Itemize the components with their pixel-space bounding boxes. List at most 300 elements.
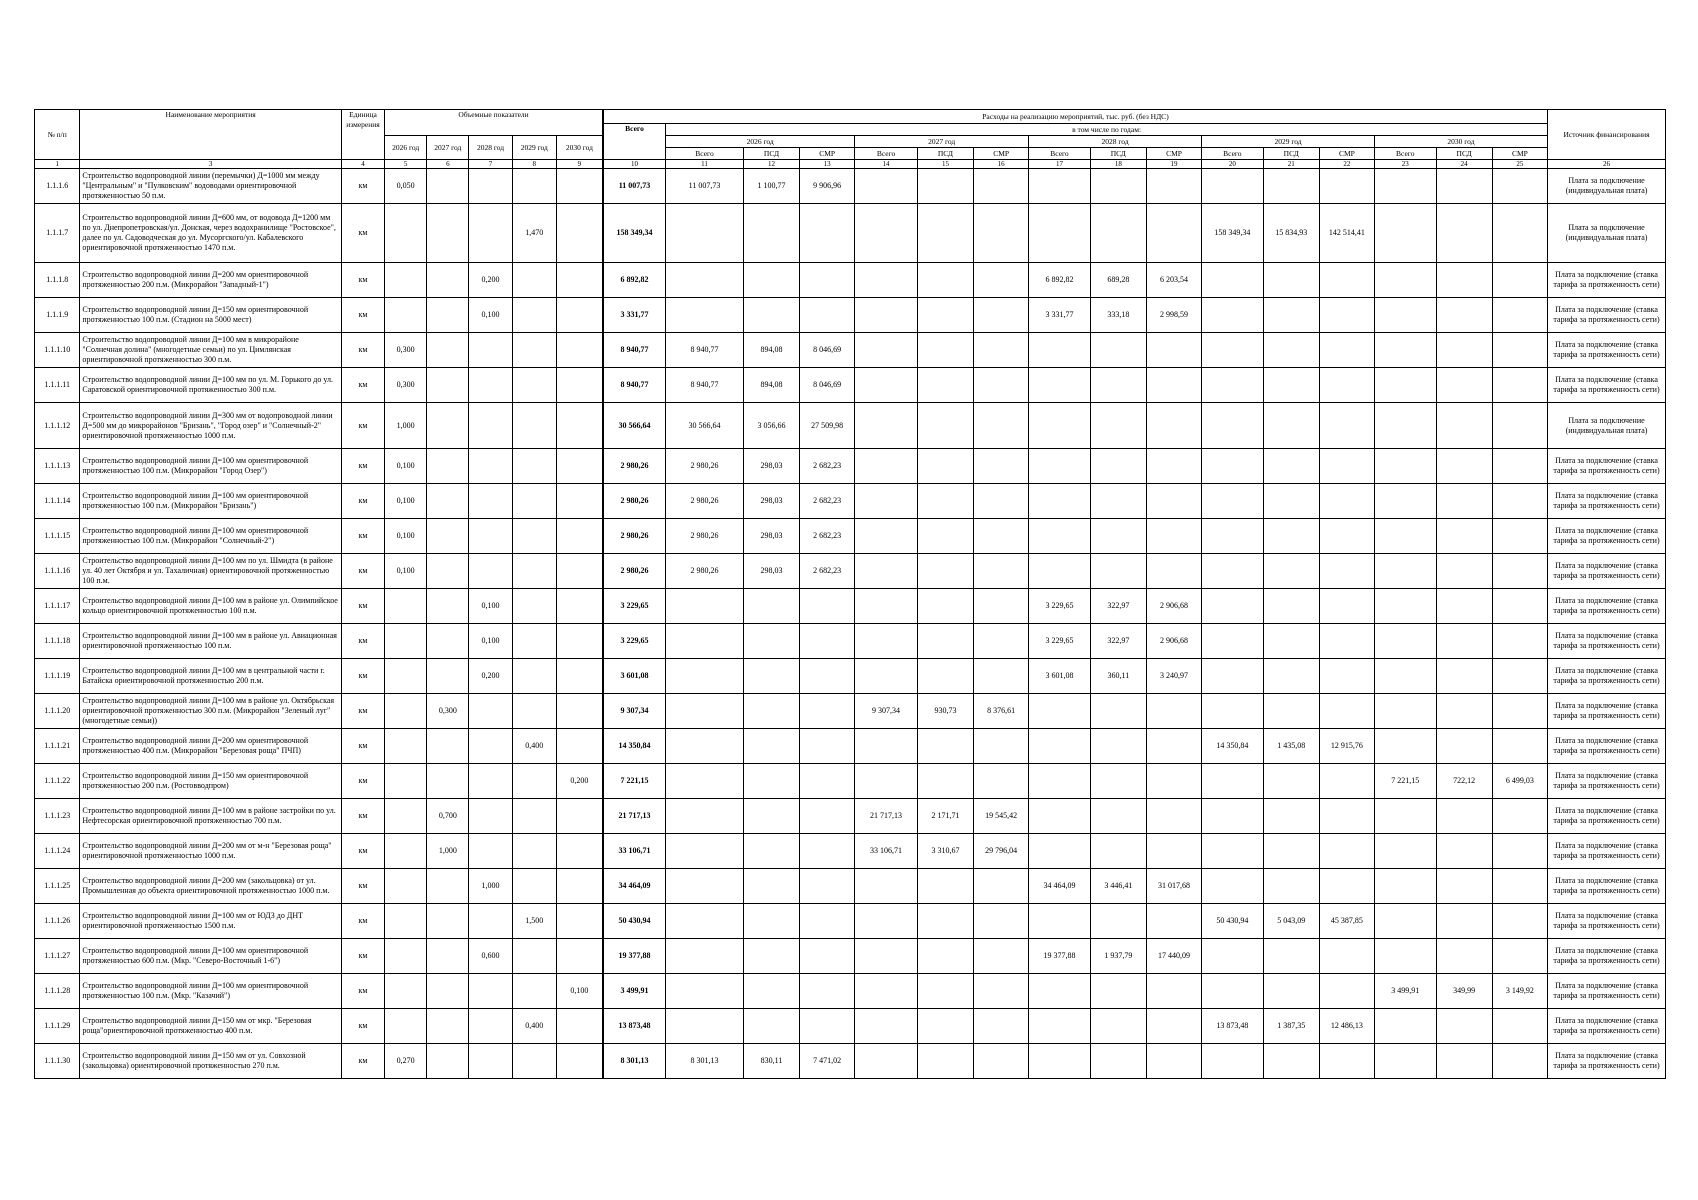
row-source: Плата за подключение (ставка тарифа за протяженность сети): [1548, 333, 1666, 368]
row-cost-2028-psd: [1090, 834, 1146, 869]
row-cost-2030-total: [1374, 554, 1436, 589]
header-volumes: Объемные показатели: [385, 110, 603, 136]
table-row: [35, 729, 1666, 764]
row-source: Плата за подключение (индивидуальная плата): [1548, 403, 1666, 449]
row-cost-2028-smr: [1146, 204, 1201, 263]
row-cost-2030-psd: [1436, 403, 1492, 449]
row-volume-2026: 0,100: [385, 554, 427, 589]
row-cost-2028-total: [1029, 1009, 1091, 1044]
row-volume-2027: 1,000: [427, 834, 469, 869]
row-cost-2029-total: 158 349,34: [1202, 204, 1264, 263]
row-source: Плата за подключение (ставка тарифа за протяженность сети): [1548, 368, 1666, 403]
row-cost-2027-smr: [974, 729, 1029, 764]
row-cost-2029-total: [1202, 368, 1264, 403]
row-cost-2029-smr: [1319, 624, 1374, 659]
row-source: Плата за подключение (ставка тарифа за протяженность сети): [1548, 694, 1666, 729]
row-cost-2026-smr: 2 682,23: [800, 554, 855, 589]
row-volume-2028: [469, 834, 512, 869]
row-source: Плата за подключение (ставка тарифа за протяженность сети): [1548, 659, 1666, 694]
row-cost-2026-total: 8 940,77: [666, 333, 744, 368]
row-cost-2030-smr: [1492, 169, 1547, 204]
row-cost-2026-total: [666, 799, 744, 834]
row-source: Плата за подключение (ставка тарифа за протяженность сети): [1548, 799, 1666, 834]
row-cost-2029-smr: [1319, 834, 1374, 869]
table-row: [35, 298, 1666, 333]
row-volume-2026: [385, 204, 427, 263]
row-volume-2028: 0,600: [469, 939, 512, 974]
row-name: Строительство водопроводной линии Д=100 мм ориентировочной протяженностью 100 п.м. (Микрорайон "Бризань"): [80, 484, 342, 519]
row-cost-2027-total: [855, 869, 918, 904]
row-number: 1.1.1.29: [35, 1009, 80, 1044]
row-name: Строительство водопроводной линии Д=100 мм по ул. М. Горького до ул. Саратовской ориентировочной протяженностью 300 п.м.: [80, 368, 342, 403]
row-cost-2027-total: [855, 169, 918, 204]
row-total: 7 221,15: [603, 764, 666, 799]
row-cost-2029-smr: [1319, 449, 1374, 484]
row-cost-2028-smr: [1146, 169, 1201, 204]
row-volume-2029: [512, 624, 556, 659]
row-unit: км: [341, 974, 384, 1009]
row-cost-2029-psd: [1263, 333, 1319, 368]
row-source: Плата за подключение (ставка тарифа за протяженность сети): [1548, 298, 1666, 333]
row-volume-2029: [512, 1044, 556, 1079]
row-cost-2028-total: [1029, 169, 1091, 204]
row-volume-2028: 0,100: [469, 589, 512, 624]
row-volume-2028: [469, 484, 512, 519]
row-name: Строительство водопроводной линии Д=150 мм от ул. Совхозной (закольцовка) ориентировочной протяженностью 270 п.м.: [80, 1044, 342, 1079]
row-cost-2029-total: [1202, 869, 1264, 904]
row-cost-2028-psd: [1090, 904, 1146, 939]
row-cost-2030-psd: [1436, 298, 1492, 333]
row-cost-2028-total: 3 331,77: [1029, 298, 1091, 333]
row-cost-2030-smr: [1492, 449, 1547, 484]
column-number: 11: [666, 160, 744, 169]
row-cost-2027-psd: [917, 484, 973, 519]
row-cost-2026-psd: 830,11: [743, 1044, 799, 1079]
row-cost-2030-total: [1374, 368, 1436, 403]
row-number: 1.1.1.19: [35, 659, 80, 694]
row-volume-2026: [385, 694, 427, 729]
row-cost-2027-total: [855, 403, 918, 449]
subheader-total: Всего: [855, 148, 918, 160]
row-cost-2026-psd: [743, 974, 799, 1009]
row-cost-2029-smr: [1319, 298, 1374, 333]
row-volume-2029: [512, 834, 556, 869]
row-name: Строительство водопроводной линии Д=300 мм от водопроводной линии Д=500 мм до микрорайонов "Бризань", "Город озер" и "Солнечный-2" ориентировочной протяженностью 1000 п.м.: [80, 403, 342, 449]
row-cost-2026-smr: [800, 869, 855, 904]
row-cost-2027-psd: [917, 333, 973, 368]
row-cost-2027-psd: [917, 519, 973, 554]
row-total: 8 940,77: [603, 333, 666, 368]
row-cost-2028-total: [1029, 333, 1091, 368]
row-volume-2030: [556, 204, 603, 263]
row-volume-2028: [469, 333, 512, 368]
row-cost-2029-smr: 45 387,85: [1319, 904, 1374, 939]
row-cost-2030-smr: [1492, 834, 1547, 869]
row-cost-2028-psd: [1090, 1009, 1146, 1044]
row-cost-2029-smr: [1319, 169, 1374, 204]
row-cost-2030-smr: [1492, 263, 1547, 298]
row-cost-2028-total: [1029, 764, 1091, 799]
row-cost-2030-psd: [1436, 368, 1492, 403]
row-volume-2028: [469, 169, 512, 204]
row-volume-2029: [512, 764, 556, 799]
row-cost-2026-total: [666, 263, 744, 298]
column-number: 3: [80, 160, 342, 169]
row-volume-2028: 0,200: [469, 263, 512, 298]
row-volume-2028: [469, 403, 512, 449]
row-volume-2027: [427, 449, 469, 484]
row-cost-2028-psd: 322,97: [1090, 624, 1146, 659]
row-cost-2028-total: [1029, 449, 1091, 484]
row-number: 1.1.1.17: [35, 589, 80, 624]
row-total: 13 873,48: [603, 1009, 666, 1044]
row-volume-2030: 0,100: [556, 974, 603, 1009]
row-cost-2029-psd: [1263, 624, 1319, 659]
column-number: 22: [1319, 160, 1374, 169]
row-cost-2029-psd: [1263, 869, 1319, 904]
row-cost-2026-smr: [800, 974, 855, 1009]
row-volume-2027: [427, 298, 469, 333]
header-num: № п/п: [35, 110, 80, 160]
row-volume-2028: [469, 519, 512, 554]
table-row: [35, 449, 1666, 484]
row-cost-2026-smr: [800, 263, 855, 298]
row-volume-2029: [512, 298, 556, 333]
row-cost-2026-smr: [800, 204, 855, 263]
row-cost-2026-total: [666, 764, 744, 799]
row-cost-2027-total: [855, 449, 918, 484]
row-cost-2030-smr: [1492, 1044, 1547, 1079]
row-cost-2026-smr: [800, 1009, 855, 1044]
row-unit: км: [341, 904, 384, 939]
row-cost-2026-psd: [743, 589, 799, 624]
row-cost-2030-psd: [1436, 904, 1492, 939]
row-cost-2028-total: 3 601,08: [1029, 659, 1091, 694]
row-volume-2029: [512, 263, 556, 298]
row-cost-2026-psd: [743, 263, 799, 298]
row-volume-2027: [427, 169, 469, 204]
row-cost-2027-total: [855, 333, 918, 368]
row-cost-2027-smr: [974, 403, 1029, 449]
row-cost-2029-smr: [1319, 1044, 1374, 1079]
row-number: 1.1.1.21: [35, 729, 80, 764]
row-cost-2028-total: [1029, 204, 1091, 263]
row-cost-2030-total: [1374, 263, 1436, 298]
row-name: Строительство водопроводной линии Д=100 мм в районе ул. Октябрьская ориентировочной протяженностью 300 п.м. (Микрорайон "Зеленый луг" (многодетные семьи)): [80, 694, 342, 729]
row-name: Строительство водопроводной линии Д=100 мм в центральной части г. Батайска ориентировочной протяженностью 200 п.м.: [80, 659, 342, 694]
row-volume-2026: 0,270: [385, 1044, 427, 1079]
column-number: 24: [1436, 160, 1492, 169]
row-volume-2026: 0,050: [385, 169, 427, 204]
row-number: 1.1.1.20: [35, 694, 80, 729]
row-cost-2027-total: [855, 484, 918, 519]
column-number: 17: [1029, 160, 1091, 169]
column-number: 5: [385, 160, 427, 169]
table-row: [35, 624, 1666, 659]
row-cost-2028-smr: [1146, 1009, 1201, 1044]
row-cost-2030-smr: [1492, 589, 1547, 624]
row-cost-2027-smr: [974, 1009, 1029, 1044]
subheader-psd: ПСД: [1436, 148, 1492, 160]
row-cost-2026-smr: [800, 729, 855, 764]
row-number: 1.1.1.26: [35, 904, 80, 939]
table-row: [35, 834, 1666, 869]
column-number: 15: [917, 160, 973, 169]
header-by-years: в том числе по годам:: [666, 124, 1548, 136]
row-cost-2026-psd: [743, 729, 799, 764]
row-cost-2030-smr: [1492, 368, 1547, 403]
row-volume-2029: [512, 333, 556, 368]
row-cost-2029-smr: [1319, 799, 1374, 834]
row-cost-2028-psd: [1090, 403, 1146, 449]
row-name: Строительство водопроводной линии Д=100 мм в районе ул. Олимпийское кольцо ориентировочной протяженностью 100 п.м.: [80, 589, 342, 624]
row-source: Плата за подключение (ставка тарифа за протяженность сети): [1548, 834, 1666, 869]
row-cost-2030-total: [1374, 1009, 1436, 1044]
row-cost-2030-total: [1374, 403, 1436, 449]
row-cost-2028-smr: 2 906,68: [1146, 589, 1201, 624]
row-cost-2029-smr: [1319, 694, 1374, 729]
row-total: 2 980,26: [603, 484, 666, 519]
row-cost-2027-smr: [974, 764, 1029, 799]
row-volume-2027: [427, 659, 469, 694]
row-total: 21 717,13: [603, 799, 666, 834]
row-volume-2029: [512, 659, 556, 694]
row-volume-2029: [512, 694, 556, 729]
row-cost-2029-total: [1202, 333, 1264, 368]
row-cost-2030-smr: [1492, 694, 1547, 729]
row-volume-2028: [469, 974, 512, 1009]
row-cost-2027-total: 21 717,13: [855, 799, 918, 834]
row-volume-2026: [385, 904, 427, 939]
row-cost-2028-psd: [1090, 974, 1146, 1009]
row-cost-2028-smr: [1146, 764, 1201, 799]
row-cost-2030-total: [1374, 333, 1436, 368]
row-source: Плата за подключение (ставка тарифа за протяженность сети): [1548, 1044, 1666, 1079]
row-volume-2028: [469, 694, 512, 729]
row-total: 50 430,94: [603, 904, 666, 939]
row-cost-2029-psd: [1263, 799, 1319, 834]
row-source: Плата за подключение (ставка тарифа за протяженность сети): [1548, 1009, 1666, 1044]
row-total: 3 499,91: [603, 974, 666, 1009]
row-cost-2028-smr: [1146, 729, 1201, 764]
row-cost-2029-psd: [1263, 403, 1319, 449]
row-volume-2027: [427, 869, 469, 904]
header-vol-year-2027: 2027 год: [427, 136, 469, 160]
row-cost-2029-smr: [1319, 974, 1374, 1009]
row-volume-2026: [385, 799, 427, 834]
row-number: 1.1.1.25: [35, 869, 80, 904]
row-total: 33 106,71: [603, 834, 666, 869]
row-cost-2028-total: [1029, 729, 1091, 764]
row-cost-2026-total: 8 301,13: [666, 1044, 744, 1079]
row-cost-2026-smr: [800, 904, 855, 939]
column-number: 13: [800, 160, 855, 169]
row-cost-2027-total: [855, 1009, 918, 1044]
row-cost-2030-total: [1374, 904, 1436, 939]
row-cost-2030-smr: [1492, 403, 1547, 449]
row-number: 1.1.1.14: [35, 484, 80, 519]
row-total: 3 229,65: [603, 589, 666, 624]
row-source: Плата за подключение (индивидуальная плата): [1548, 169, 1666, 204]
row-source: Плата за подключение (ставка тарифа за протяженность сети): [1548, 554, 1666, 589]
header-exp-year-2030: 2030 год: [1374, 136, 1547, 148]
row-volume-2026: [385, 659, 427, 694]
row-name: Строительство водопроводной линии Д=100 мм в районе застройки по ул. Нефтесорская ориентировочной протяженностью 700 п.м.: [80, 799, 342, 834]
row-cost-2027-total: [855, 1044, 918, 1079]
row-volume-2028: [469, 729, 512, 764]
row-cost-2027-total: [855, 554, 918, 589]
column-number: 18: [1090, 160, 1146, 169]
row-source: Плата за подключение (ставка тарифа за протяженность сети): [1548, 624, 1666, 659]
row-volume-2028: [469, 368, 512, 403]
row-cost-2028-psd: [1090, 333, 1146, 368]
header-expenses: Расходы на реализацию мероприятий, тыс. руб. (без НДС): [603, 110, 1548, 124]
subheader-psd: ПСД: [743, 148, 799, 160]
row-cost-2029-psd: 15 834,93: [1263, 204, 1319, 263]
row-name: Строительство водопроводной линии Д=200 мм ориентировочной протяженностью 400 п.м. (Микрорайон "Березовая роща" ПЧП): [80, 729, 342, 764]
row-cost-2030-smr: [1492, 333, 1547, 368]
table-row: [35, 974, 1666, 1009]
header-exp-year-2029: 2029 год: [1202, 136, 1375, 148]
row-volume-2027: [427, 484, 469, 519]
row-volume-2027: [427, 939, 469, 974]
row-volume-2030: [556, 333, 603, 368]
row-cost-2028-total: [1029, 519, 1091, 554]
row-cost-2028-total: [1029, 974, 1091, 1009]
row-cost-2029-total: [1202, 554, 1264, 589]
row-cost-2028-psd: 360,11: [1090, 659, 1146, 694]
row-total: 8 940,77: [603, 368, 666, 403]
row-total: 2 980,26: [603, 554, 666, 589]
row-cost-2029-psd: [1263, 298, 1319, 333]
row-cost-2028-psd: [1090, 764, 1146, 799]
row-volume-2029: [512, 403, 556, 449]
row-cost-2029-smr: [1319, 869, 1374, 904]
column-number: 21: [1263, 160, 1319, 169]
row-cost-2029-total: [1202, 624, 1264, 659]
row-volume-2030: [556, 694, 603, 729]
row-cost-2029-psd: 1 387,35: [1263, 1009, 1319, 1044]
row-volume-2028: [469, 764, 512, 799]
table-row: [35, 799, 1666, 834]
row-name: Строительство водопроводной линии Д=100 мм ориентировочной протяженностью 100 п.м. (Микрорайон "Солнечный-2"): [80, 519, 342, 554]
row-unit: км: [341, 298, 384, 333]
row-total: 3 331,77: [603, 298, 666, 333]
row-cost-2026-total: 30 566,64: [666, 403, 744, 449]
row-cost-2026-psd: [743, 834, 799, 869]
row-total: 3 229,65: [603, 624, 666, 659]
header-source: Источник финансирования: [1548, 110, 1666, 160]
row-cost-2029-smr: [1319, 589, 1374, 624]
row-cost-2030-total: [1374, 694, 1436, 729]
column-number: 6: [427, 160, 469, 169]
row-volume-2027: [427, 1009, 469, 1044]
table-row: [35, 764, 1666, 799]
row-volume-2028: [469, 204, 512, 263]
row-name: Строительство водопроводной линии Д=100 мм ориентировочной протяженностью 600 п.м. (Мкр. "Северо-Восточный 1-6"): [80, 939, 342, 974]
row-volume-2030: [556, 729, 603, 764]
subheader-total: Всего: [1202, 148, 1264, 160]
row-number: 1.1.1.15: [35, 519, 80, 554]
row-cost-2028-smr: [1146, 519, 1201, 554]
row-cost-2027-psd: [917, 263, 973, 298]
row-cost-2030-total: 3 499,91: [1374, 974, 1436, 1009]
row-cost-2028-total: [1029, 403, 1091, 449]
row-unit: км: [341, 589, 384, 624]
row-cost-2029-psd: [1263, 589, 1319, 624]
header-unit: Единица измерения: [341, 110, 384, 160]
row-cost-2026-psd: [743, 624, 799, 659]
table-row: [35, 368, 1666, 403]
row-cost-2027-smr: [974, 904, 1029, 939]
row-cost-2026-psd: [743, 694, 799, 729]
row-cost-2026-total: [666, 869, 744, 904]
row-cost-2027-total: [855, 298, 918, 333]
row-cost-2028-smr: 17 440,09: [1146, 939, 1201, 974]
column-number: 1: [35, 160, 80, 169]
row-cost-2029-total: [1202, 939, 1264, 974]
row-cost-2027-smr: [974, 554, 1029, 589]
row-cost-2028-smr: 31 017,68: [1146, 869, 1201, 904]
row-cost-2026-total: 2 980,26: [666, 449, 744, 484]
row-volume-2029: [512, 939, 556, 974]
row-cost-2028-psd: [1090, 204, 1146, 263]
table-row: [35, 554, 1666, 589]
row-cost-2027-total: [855, 974, 918, 1009]
row-cost-2026-total: 11 007,73: [666, 169, 744, 204]
column-number: 14: [855, 160, 918, 169]
row-cost-2030-smr: [1492, 869, 1547, 904]
header-name: Наименование мероприятия: [80, 110, 342, 160]
row-cost-2030-total: [1374, 659, 1436, 694]
row-cost-2026-psd: [743, 764, 799, 799]
table-row: [35, 904, 1666, 939]
row-volume-2026: [385, 1009, 427, 1044]
row-cost-2029-psd: [1263, 484, 1319, 519]
row-number: 1.1.1.8: [35, 263, 80, 298]
row-cost-2026-total: [666, 659, 744, 694]
table-row: [35, 694, 1666, 729]
row-volume-2029: [512, 368, 556, 403]
row-cost-2028-psd: [1090, 694, 1146, 729]
row-cost-2028-smr: [1146, 368, 1201, 403]
row-cost-2029-psd: 1 435,08: [1263, 729, 1319, 764]
row-volume-2026: [385, 869, 427, 904]
row-cost-2027-psd: [917, 939, 973, 974]
row-unit: км: [341, 449, 384, 484]
row-cost-2028-psd: [1090, 729, 1146, 764]
row-unit: км: [341, 1009, 384, 1044]
row-cost-2029-psd: [1263, 974, 1319, 1009]
row-cost-2027-total: [855, 368, 918, 403]
row-cost-2029-smr: [1319, 263, 1374, 298]
row-volume-2027: [427, 554, 469, 589]
row-volume-2027: [427, 368, 469, 403]
row-volume-2030: [556, 298, 603, 333]
column-number: 26: [1548, 160, 1666, 169]
table-row: [35, 1044, 1666, 1079]
table-row: [35, 659, 1666, 694]
row-volume-2026: [385, 624, 427, 659]
column-number: 23: [1374, 160, 1436, 169]
row-cost-2027-total: [855, 204, 918, 263]
row-cost-2027-smr: 19 545,42: [974, 799, 1029, 834]
row-cost-2026-total: 2 980,26: [666, 484, 744, 519]
row-cost-2030-smr: [1492, 519, 1547, 554]
row-number: 1.1.1.30: [35, 1044, 80, 1079]
row-cost-2029-smr: 142 514,41: [1319, 204, 1374, 263]
row-cost-2030-psd: 349,99: [1436, 974, 1492, 1009]
